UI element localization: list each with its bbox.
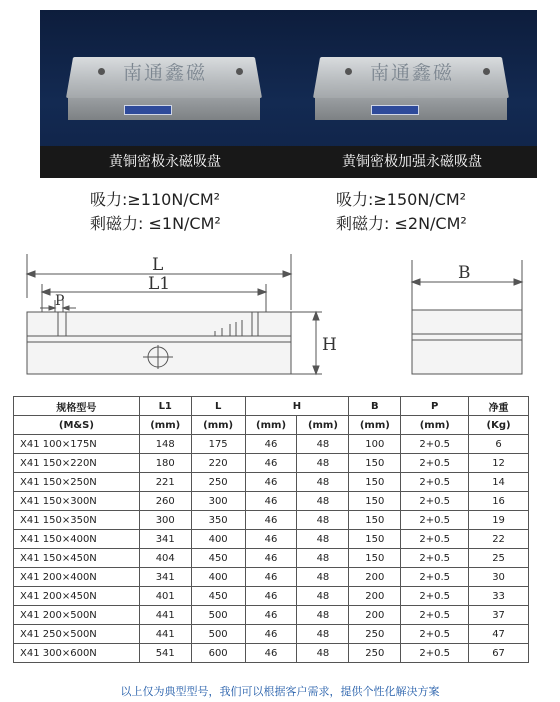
dimension-drawing (0, 250, 560, 390)
table-row (14, 454, 529, 473)
value-cell: 175 (191, 435, 245, 454)
value-cell: 401 (139, 587, 191, 606)
value-cell: 48 (297, 435, 349, 454)
value-cell: 148 (139, 435, 191, 454)
table-row (14, 492, 529, 511)
dimension-label-p: P (55, 293, 65, 309)
value-cell: 46 (245, 473, 297, 492)
table-row (14, 606, 529, 625)
unit-cell: (mm) (139, 416, 191, 435)
holding-force-spec: 吸力:≥150N/CM² (336, 190, 467, 209)
value-cell: 260 (139, 492, 191, 511)
value-cell: 150 (349, 492, 401, 511)
value-cell: 48 (297, 625, 349, 644)
value-cell: 48 (297, 473, 349, 492)
value-cell: 541 (139, 644, 191, 663)
value-cell: 100 (349, 435, 401, 454)
value-cell: 341 (139, 568, 191, 587)
table-row (14, 511, 529, 530)
value-cell: 48 (297, 530, 349, 549)
value-cell: 150 (349, 454, 401, 473)
value-cell: 2+0.5 (401, 549, 469, 568)
model-cell: X41 200×450N (14, 587, 140, 606)
value-cell: 250 (349, 625, 401, 644)
dimension-label-l1: L1 (148, 274, 171, 294)
value-cell: 48 (297, 606, 349, 625)
model-cell: X41 100×175N (14, 435, 140, 454)
unit-cell: (mm) (401, 416, 469, 435)
value-cell: 37 (469, 606, 529, 625)
value-cell: 220 (191, 454, 245, 473)
unit-cell: (M&S) (14, 416, 140, 435)
table-row (14, 549, 529, 568)
model-cell: X41 150×250N (14, 473, 140, 492)
unit-cell: (Kg) (469, 416, 529, 435)
value-cell: 67 (469, 644, 529, 663)
value-cell: 33 (469, 587, 529, 606)
value-cell: 48 (297, 644, 349, 663)
value-cell: 46 (245, 549, 297, 568)
header-l1: L1 (139, 397, 191, 416)
model-cell: X41 150×400N (14, 530, 140, 549)
value-cell: 600 (191, 644, 245, 663)
table-row (14, 435, 529, 454)
model-cell: X41 200×500N (14, 606, 140, 625)
value-cell: 400 (191, 530, 245, 549)
value-cell: 150 (349, 530, 401, 549)
value-cell: 48 (297, 587, 349, 606)
model-cell: X41 300×600N (14, 644, 140, 663)
value-cell: 46 (245, 454, 297, 473)
header-weight: 净重 (469, 397, 529, 416)
value-cell: 500 (191, 606, 245, 625)
watermark: 南通鑫磁 (369, 62, 454, 84)
unit-cell: (mm) (245, 416, 297, 435)
value-cell: 19 (469, 511, 529, 530)
value-cell: 12 (469, 454, 529, 473)
value-cell: 200 (349, 606, 401, 625)
value-cell: 200 (349, 587, 401, 606)
table-row (14, 568, 529, 587)
dimension-label-b: B (458, 263, 471, 283)
value-cell: 250 (191, 473, 245, 492)
value-cell: 450 (191, 549, 245, 568)
table-row (14, 473, 529, 492)
nameplate (124, 105, 172, 115)
value-cell: 2+0.5 (401, 473, 469, 492)
value-cell: 441 (139, 625, 191, 644)
model-cell: X41 150×350N (14, 511, 140, 530)
table-body (14, 435, 529, 663)
model-cell: X41 150×450N (14, 549, 140, 568)
value-cell: 46 (245, 568, 297, 587)
value-cell: 450 (191, 587, 245, 606)
value-cell: 46 (245, 511, 297, 530)
model-cell: X41 200×400N (14, 568, 140, 587)
dimension-label-h: H (322, 335, 337, 355)
product-caption: 黄铜密极永磁吸盘 (40, 146, 290, 178)
model-cell: X41 250×500N (14, 625, 140, 644)
dimension-label-l: L (152, 255, 164, 275)
value-cell: 6 (469, 435, 529, 454)
value-cell: 300 (139, 511, 191, 530)
value-cell: 47 (469, 625, 529, 644)
value-cell: 300 (191, 492, 245, 511)
value-cell: 150 (349, 511, 401, 530)
value-cell: 22 (469, 530, 529, 549)
value-cell: 46 (245, 435, 297, 454)
value-cell: 14 (469, 473, 529, 492)
value-cell: 30 (469, 568, 529, 587)
value-cell: 2+0.5 (401, 568, 469, 587)
product-photo-brass-chuck (40, 10, 290, 178)
model-cell: X41 150×300N (14, 492, 140, 511)
value-cell: 46 (245, 625, 297, 644)
value-cell: 400 (191, 568, 245, 587)
value-cell: 2+0.5 (401, 454, 469, 473)
value-cell: 221 (139, 473, 191, 492)
value-cell: 2+0.5 (401, 606, 469, 625)
unit-cell: (mm) (349, 416, 401, 435)
value-cell: 2+0.5 (401, 492, 469, 511)
value-cell: 2+0.5 (401, 644, 469, 663)
value-cell: 48 (297, 568, 349, 587)
value-cell: 2+0.5 (401, 587, 469, 606)
header-b: B (349, 397, 401, 416)
specification-table (13, 396, 529, 663)
footer-note: 以上仅为典型型号，我们可以根据客户需求，提供个性化解决方案 (120, 685, 440, 698)
table-row (14, 644, 529, 663)
value-cell: 48 (297, 454, 349, 473)
value-cell: 48 (297, 492, 349, 511)
holding-force-spec: 吸力:≥110N/CM² (90, 190, 221, 209)
value-cell: 46 (245, 587, 297, 606)
value-cell: 48 (297, 549, 349, 568)
watermark: 南通鑫磁 (122, 62, 207, 84)
value-cell: 46 (245, 530, 297, 549)
value-cell: 441 (139, 606, 191, 625)
value-cell: 250 (349, 644, 401, 663)
value-cell: 341 (139, 530, 191, 549)
value-cell: 46 (245, 606, 297, 625)
table-row (14, 625, 529, 644)
table-row (14, 530, 529, 549)
value-cell: 25 (469, 549, 529, 568)
value-cell: 404 (139, 549, 191, 568)
product-photo-reinforced-brass-chuck (287, 10, 537, 178)
table-header-row (14, 397, 529, 416)
header-p: P (401, 397, 469, 416)
residual-magnetism-spec: 剩磁力: ≤1N/CM² (90, 214, 221, 233)
unit-cell: (mm) (297, 416, 349, 435)
table-row (14, 587, 529, 606)
table-unit-row (14, 416, 529, 435)
value-cell: 48 (297, 511, 349, 530)
value-cell: 2+0.5 (401, 530, 469, 549)
value-cell: 2+0.5 (401, 435, 469, 454)
value-cell: 46 (245, 492, 297, 511)
value-cell: 180 (139, 454, 191, 473)
product-caption: 黄铜密极加强永磁吸盘 (287, 146, 537, 178)
value-cell: 16 (469, 492, 529, 511)
header-l: L (191, 397, 245, 416)
residual-magnetism-spec: 剩磁力: ≤2N/CM² (336, 214, 467, 233)
model-cell: X41 150×220N (14, 454, 140, 473)
header-h: H (245, 397, 349, 416)
value-cell: 2+0.5 (401, 511, 469, 530)
value-cell: 200 (349, 568, 401, 587)
nameplate (371, 105, 419, 115)
header-model: 规格型号 (14, 397, 140, 416)
value-cell: 350 (191, 511, 245, 530)
value-cell: 2+0.5 (401, 625, 469, 644)
unit-cell: (mm) (191, 416, 245, 435)
value-cell: 500 (191, 625, 245, 644)
value-cell: 150 (349, 473, 401, 492)
value-cell: 150 (349, 549, 401, 568)
value-cell: 46 (245, 644, 297, 663)
